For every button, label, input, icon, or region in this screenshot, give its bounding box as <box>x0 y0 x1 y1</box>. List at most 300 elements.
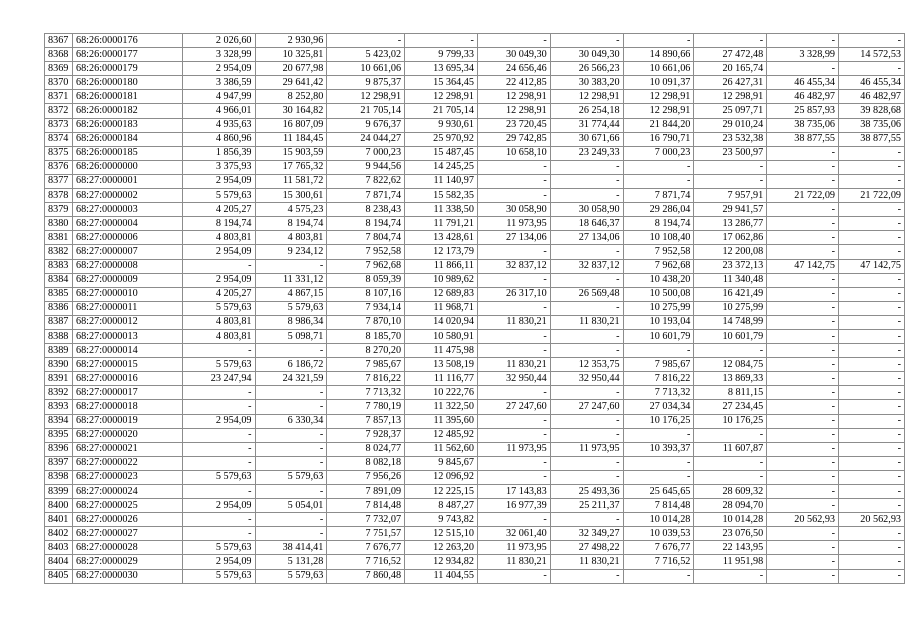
row-number-cell: 8394 <box>45 414 73 428</box>
value-cell: - <box>839 569 905 583</box>
value-cell: 21 705,14 <box>405 104 478 118</box>
value-cell: 12 515,10 <box>405 527 478 541</box>
row-number-cell: 8384 <box>45 273 73 287</box>
row-number-cell: 8378 <box>45 189 73 203</box>
value-cell: 4 803,81 <box>182 231 255 245</box>
value-cell: 7 713,32 <box>623 386 694 400</box>
row-number-cell: 8396 <box>45 442 73 456</box>
value-cell: 13 508,19 <box>405 358 478 372</box>
value-cell: 7 822,62 <box>327 174 405 188</box>
cadastral-code-cell: 68:26:0000185 <box>72 146 182 160</box>
value-cell: - <box>839 146 905 160</box>
value-cell: 11 830,21 <box>477 358 550 372</box>
value-cell: 20 562,93 <box>767 513 839 527</box>
cadastral-code-cell: 68:27:0000004 <box>72 217 182 231</box>
value-cell: - <box>694 428 767 442</box>
cadastral-code-cell: 68:27:0000024 <box>72 485 182 499</box>
value-cell: 23 500,97 <box>694 146 767 160</box>
value-cell: - <box>182 513 255 527</box>
value-cell: 25 211,37 <box>550 499 623 513</box>
value-cell: 12 096,92 <box>405 470 478 484</box>
row-number-cell: 8390 <box>45 358 73 372</box>
value-cell: 10 500,08 <box>623 287 694 301</box>
value-cell: - <box>405 34 478 48</box>
value-cell: - <box>550 273 623 287</box>
value-cell: 3 375,93 <box>182 160 255 174</box>
value-cell: 7 962,68 <box>327 259 405 273</box>
value-cell: 23 372,13 <box>694 259 767 273</box>
cadastral-code-cell: 68:27:0000002 <box>72 189 182 203</box>
value-cell: 27 247,60 <box>550 400 623 414</box>
value-cell: - <box>550 329 623 343</box>
value-cell: 12 084,75 <box>694 358 767 372</box>
value-cell: 8 811,15 <box>694 386 767 400</box>
value-cell: 12 298,91 <box>405 90 478 104</box>
value-cell: 10 275,99 <box>694 301 767 315</box>
value-cell: - <box>839 372 905 386</box>
value-cell: 3 328,99 <box>182 48 255 62</box>
value-cell: 5 423,02 <box>327 48 405 62</box>
value-cell: 11 830,21 <box>550 555 623 569</box>
table-body <box>45 34 905 584</box>
value-cell: 5 579,63 <box>255 569 327 583</box>
value-cell: 14 020,94 <box>405 315 478 329</box>
value-cell: - <box>767 146 839 160</box>
value-cell: 12 298,91 <box>623 104 694 118</box>
value-cell: 5 579,63 <box>255 301 327 315</box>
row-number-cell: 8369 <box>45 62 73 76</box>
value-cell: - <box>767 273 839 287</box>
value-cell: 11 607,87 <box>694 442 767 456</box>
value-cell: 9 875,37 <box>327 76 405 90</box>
value-cell: 12 298,91 <box>477 90 550 104</box>
value-cell: - <box>623 428 694 442</box>
value-cell: 5 579,63 <box>182 189 255 203</box>
value-cell: 47 142,75 <box>839 259 905 273</box>
table-row <box>45 34 905 48</box>
value-cell: - <box>477 414 550 428</box>
value-cell: - <box>767 203 839 217</box>
table-row <box>45 344 905 358</box>
cadastral-code-cell: 68:27:0000028 <box>72 541 182 555</box>
value-cell: 7 000,23 <box>623 146 694 160</box>
value-cell: 9 234,12 <box>255 245 327 259</box>
value-cell: 11 475,98 <box>405 344 478 358</box>
value-cell: - <box>694 470 767 484</box>
value-cell: 7 928,37 <box>327 428 405 442</box>
value-cell: - <box>550 414 623 428</box>
row-number-cell: 8403 <box>45 541 73 555</box>
value-cell: 10 176,25 <box>623 414 694 428</box>
value-cell: 4 860,96 <box>182 132 255 146</box>
value-cell: 5 579,63 <box>182 569 255 583</box>
value-cell: - <box>550 428 623 442</box>
value-cell: 12 934,82 <box>405 555 478 569</box>
value-cell: 21 844,20 <box>623 118 694 132</box>
cadastral-code-cell: 68:27:0000007 <box>72 245 182 259</box>
table-row <box>45 90 905 104</box>
value-cell: 10 325,81 <box>255 48 327 62</box>
value-cell: 39 828,68 <box>839 104 905 118</box>
value-cell: 15 903,59 <box>255 146 327 160</box>
value-cell: 31 774,44 <box>550 118 623 132</box>
value-cell: 29 941,57 <box>694 203 767 217</box>
value-cell: 7 751,57 <box>327 527 405 541</box>
value-cell: 13 695,34 <box>405 62 478 76</box>
row-number-cell: 8382 <box>45 245 73 259</box>
value-cell: - <box>182 442 255 456</box>
row-number-cell: 8374 <box>45 132 73 146</box>
value-cell: - <box>623 174 694 188</box>
value-cell: - <box>839 315 905 329</box>
value-cell: 12 263,20 <box>405 541 478 555</box>
cadastral-code-cell: 68:27:0000019 <box>72 414 182 428</box>
value-cell: 29 286,04 <box>623 203 694 217</box>
value-cell: 2 954,09 <box>182 555 255 569</box>
value-cell: 30 058,90 <box>550 203 623 217</box>
value-cell: 10 176,25 <box>694 414 767 428</box>
value-cell: 5 098,71 <box>255 329 327 343</box>
value-cell: 11 951,98 <box>694 555 767 569</box>
value-cell: 17 062,86 <box>694 231 767 245</box>
value-cell: 27 234,45 <box>694 400 767 414</box>
value-cell: 12 298,91 <box>550 90 623 104</box>
value-cell: 10 601,79 <box>694 329 767 343</box>
table-row <box>45 118 905 132</box>
value-cell: - <box>839 470 905 484</box>
value-cell: 4 966,01 <box>182 104 255 118</box>
cadastral-code-cell: 68:27:0000016 <box>72 372 182 386</box>
value-cell: 29 641,42 <box>255 76 327 90</box>
value-cell: 12 173,79 <box>405 245 478 259</box>
value-cell: 7 957,91 <box>694 189 767 203</box>
value-cell: - <box>477 470 550 484</box>
value-cell: - <box>623 160 694 174</box>
value-cell: 12 689,83 <box>405 287 478 301</box>
value-cell: - <box>767 217 839 231</box>
table-row <box>45 189 905 203</box>
cadastral-code-cell: 68:27:0000017 <box>72 386 182 400</box>
row-number-cell: 8368 <box>45 48 73 62</box>
row-number-cell: 8380 <box>45 217 73 231</box>
value-cell: 22 143,95 <box>694 541 767 555</box>
value-cell: 10 014,28 <box>623 513 694 527</box>
table-row <box>45 400 905 414</box>
value-cell: - <box>255 485 327 499</box>
value-cell: 5 579,63 <box>182 358 255 372</box>
value-cell: 21 722,09 <box>767 189 839 203</box>
value-cell: - <box>182 259 255 273</box>
table-row <box>45 146 905 160</box>
cadastral-code-cell: 68:27:0000011 <box>72 301 182 315</box>
value-cell: - <box>694 456 767 470</box>
table-row <box>45 203 905 217</box>
cadastral-code-cell: 68:26:0000182 <box>72 104 182 118</box>
value-cell: 26 569,48 <box>550 287 623 301</box>
value-cell: - <box>623 344 694 358</box>
value-cell: - <box>477 174 550 188</box>
value-cell: 26 317,10 <box>477 287 550 301</box>
value-cell: 8 238,43 <box>327 203 405 217</box>
value-cell: 7 952,58 <box>327 245 405 259</box>
value-cell: 16 790,71 <box>623 132 694 146</box>
row-number-cell: 8376 <box>45 160 73 174</box>
value-cell: - <box>255 344 327 358</box>
value-cell: - <box>839 273 905 287</box>
value-cell: - <box>767 414 839 428</box>
value-cell: 3 328,99 <box>767 48 839 62</box>
cadastral-code-cell: 68:27:0000006 <box>72 231 182 245</box>
table-row <box>45 329 905 343</box>
table-row <box>45 527 905 541</box>
value-cell: - <box>182 428 255 442</box>
value-cell: - <box>477 456 550 470</box>
table-row <box>45 386 905 400</box>
value-cell: 11 830,21 <box>477 315 550 329</box>
value-cell: 10 661,06 <box>623 62 694 76</box>
value-cell: 10 193,04 <box>623 315 694 329</box>
table-row <box>45 470 905 484</box>
value-cell: 11 973,95 <box>477 442 550 456</box>
value-cell: 10 438,20 <box>623 273 694 287</box>
row-number-cell: 8373 <box>45 118 73 132</box>
value-cell: - <box>477 189 550 203</box>
value-cell: - <box>767 174 839 188</box>
value-cell: 7 934,14 <box>327 301 405 315</box>
value-cell: 10 601,79 <box>623 329 694 343</box>
value-cell: 7 870,10 <box>327 315 405 329</box>
value-cell: 2 954,09 <box>182 499 255 513</box>
value-cell: - <box>477 386 550 400</box>
value-cell: 7 956,26 <box>327 470 405 484</box>
value-cell: 4 947,99 <box>182 90 255 104</box>
cadastral-code-cell: 68:26:0000184 <box>72 132 182 146</box>
value-cell: 20 677,98 <box>255 62 327 76</box>
table-row <box>45 358 905 372</box>
value-cell: 8 082,18 <box>327 456 405 470</box>
value-cell: 12 298,91 <box>694 90 767 104</box>
value-cell: 5 054,01 <box>255 499 327 513</box>
table-row <box>45 48 905 62</box>
row-number-cell: 8367 <box>45 34 73 48</box>
value-cell: 12 298,91 <box>623 90 694 104</box>
data-table <box>44 33 905 584</box>
value-cell: - <box>839 358 905 372</box>
value-cell: 29 742,85 <box>477 132 550 146</box>
value-cell: - <box>767 428 839 442</box>
value-cell: 10 091,37 <box>623 76 694 90</box>
value-cell: 23 249,33 <box>550 146 623 160</box>
value-cell: - <box>182 344 255 358</box>
value-cell: - <box>550 569 623 583</box>
value-cell: - <box>182 400 255 414</box>
value-cell: - <box>767 160 839 174</box>
row-number-cell: 8383 <box>45 259 73 273</box>
cadastral-code-cell: 68:26:0000000 <box>72 160 182 174</box>
value-cell: 26 254,18 <box>550 104 623 118</box>
value-cell: 11 116,77 <box>405 372 478 386</box>
value-cell: - <box>550 34 623 48</box>
value-cell: 14 890,66 <box>623 48 694 62</box>
value-cell: 8 270,20 <box>327 344 405 358</box>
value-cell: 24 321,59 <box>255 372 327 386</box>
value-cell: 11 968,71 <box>405 301 478 315</box>
table-row <box>45 456 905 470</box>
value-cell: - <box>255 400 327 414</box>
value-cell: 10 393,37 <box>623 442 694 456</box>
value-cell: 12 200,08 <box>694 245 767 259</box>
value-cell: - <box>839 344 905 358</box>
value-cell: 5 579,63 <box>255 470 327 484</box>
value-cell: 28 094,70 <box>694 499 767 513</box>
value-cell: - <box>839 287 905 301</box>
value-cell: - <box>550 189 623 203</box>
value-cell: 12 353,75 <box>550 358 623 372</box>
value-cell: - <box>477 160 550 174</box>
row-number-cell: 8379 <box>45 203 73 217</box>
value-cell: 46 455,34 <box>839 76 905 90</box>
value-cell: 5 579,63 <box>182 301 255 315</box>
value-cell: 5 579,63 <box>182 541 255 555</box>
value-cell: 38 735,06 <box>767 118 839 132</box>
value-cell: 7 000,23 <box>327 146 405 160</box>
value-cell: - <box>839 386 905 400</box>
value-cell: - <box>767 456 839 470</box>
value-cell: 30 164,82 <box>255 104 327 118</box>
row-number-cell: 8401 <box>45 513 73 527</box>
value-cell: - <box>694 569 767 583</box>
value-cell: 7 804,74 <box>327 231 405 245</box>
value-cell: 32 950,44 <box>550 372 623 386</box>
row-number-cell: 8399 <box>45 485 73 499</box>
value-cell: 7 676,77 <box>623 541 694 555</box>
value-cell: 5 131,28 <box>255 555 327 569</box>
value-cell: - <box>477 569 550 583</box>
table-row <box>45 245 905 259</box>
value-cell: 4 803,81 <box>182 315 255 329</box>
value-cell: - <box>550 386 623 400</box>
value-cell: 13 428,61 <box>405 231 478 245</box>
value-cell: - <box>839 442 905 456</box>
value-cell: 25 493,36 <box>550 485 623 499</box>
value-cell: 11 791,21 <box>405 217 478 231</box>
cadastral-code-cell: 68:27:0000012 <box>72 315 182 329</box>
value-cell: - <box>767 485 839 499</box>
value-cell: 7 713,32 <box>327 386 405 400</box>
cadastral-code-cell: 68:27:0000023 <box>72 470 182 484</box>
value-cell: 6 330,34 <box>255 414 327 428</box>
value-cell: 24 656,46 <box>477 62 550 76</box>
value-cell: - <box>477 301 550 315</box>
table-row <box>45 273 905 287</box>
value-cell: 27 134,06 <box>550 231 623 245</box>
value-cell: 9 930,61 <box>405 118 478 132</box>
value-cell: - <box>839 160 905 174</box>
value-cell: 10 108,40 <box>623 231 694 245</box>
row-number-cell: 8398 <box>45 470 73 484</box>
value-cell: 17 143,83 <box>477 485 550 499</box>
value-cell: - <box>767 569 839 583</box>
cadastral-code-cell: 68:26:0000176 <box>72 34 182 48</box>
value-cell: - <box>767 34 839 48</box>
value-cell: - <box>767 442 839 456</box>
value-cell: 10 658,10 <box>477 146 550 160</box>
value-cell: 23 720,45 <box>477 118 550 132</box>
value-cell: 32 950,44 <box>477 372 550 386</box>
value-cell: - <box>839 400 905 414</box>
value-cell: - <box>839 34 905 48</box>
value-cell: 11 830,21 <box>477 555 550 569</box>
value-cell: 8 024,77 <box>327 442 405 456</box>
value-cell: 8 252,80 <box>255 90 327 104</box>
row-number-cell: 8388 <box>45 329 73 343</box>
value-cell: - <box>477 428 550 442</box>
value-cell: 23 532,38 <box>694 132 767 146</box>
value-cell: - <box>477 245 550 259</box>
value-cell: 14 245,25 <box>405 160 478 174</box>
value-cell: 25 857,93 <box>767 104 839 118</box>
value-cell: 8 059,39 <box>327 273 405 287</box>
value-cell: - <box>694 34 767 48</box>
value-cell: - <box>839 203 905 217</box>
value-cell: - <box>767 372 839 386</box>
value-cell: 8 194,74 <box>255 217 327 231</box>
row-number-cell: 8402 <box>45 527 73 541</box>
row-number-cell: 8389 <box>45 344 73 358</box>
value-cell: - <box>767 358 839 372</box>
value-cell: 11 830,21 <box>550 315 623 329</box>
value-cell: 32 837,12 <box>477 259 550 273</box>
cadastral-code-cell: 68:26:0000183 <box>72 118 182 132</box>
value-cell: - <box>839 541 905 555</box>
value-cell: 3 386,59 <box>182 76 255 90</box>
value-cell: - <box>767 231 839 245</box>
value-cell: 21 705,14 <box>327 104 405 118</box>
table-row <box>45 160 905 174</box>
cadastral-code-cell: 68:27:0000003 <box>72 203 182 217</box>
value-cell: 4 803,81 <box>255 231 327 245</box>
value-cell: 8 185,70 <box>327 329 405 343</box>
value-cell: 20 165,74 <box>694 62 767 76</box>
row-number-cell: 8397 <box>45 456 73 470</box>
value-cell: 10 275,99 <box>623 301 694 315</box>
value-cell: - <box>327 34 405 48</box>
value-cell: - <box>767 344 839 358</box>
value-cell: - <box>839 414 905 428</box>
value-cell: 11 562,60 <box>405 442 478 456</box>
value-cell: - <box>255 259 327 273</box>
cadastral-code-cell: 68:27:0000001 <box>72 174 182 188</box>
value-cell: - <box>550 513 623 527</box>
document-page <box>44 33 905 584</box>
table-row <box>45 499 905 513</box>
table-row <box>45 259 905 273</box>
value-cell: - <box>839 231 905 245</box>
value-cell: - <box>550 301 623 315</box>
value-cell: 7 814,48 <box>623 499 694 513</box>
value-cell: 7 952,58 <box>623 245 694 259</box>
value-cell: 15 364,45 <box>405 76 478 90</box>
value-cell: 38 414,41 <box>255 541 327 555</box>
value-cell: 7 716,52 <box>623 555 694 569</box>
table-row <box>45 428 905 442</box>
cadastral-code-cell: 68:27:0000026 <box>72 513 182 527</box>
value-cell: 7 676,77 <box>327 541 405 555</box>
value-cell: - <box>839 62 905 76</box>
value-cell: - <box>767 470 839 484</box>
table-row <box>45 301 905 315</box>
row-number-cell: 8375 <box>45 146 73 160</box>
